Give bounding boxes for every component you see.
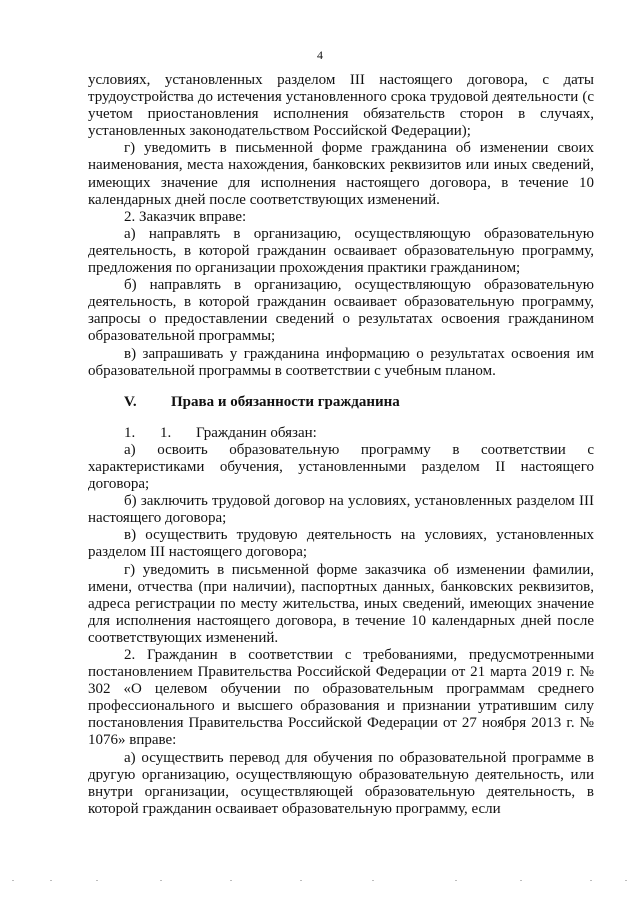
paragraph-clause-g-customer: г) уведомить в письменной форме гражданина об изменении своих наименования, места нахождения, банковских реквизитов или иных сведений, имеющих значение для исполнения настоящего договора, в течение 10 календарных дней после соответствующих изменений. (88, 140, 594, 208)
page-number: 4 (317, 48, 323, 62)
section-number: V. (124, 393, 137, 410)
inner-list-number: 1. (160, 424, 172, 441)
paragraph-clause-a-citizen: а) освоить образовательную программу в соответствии с характеристиками обучения, установленными разделом II настоящего договора; (88, 441, 594, 493)
paragraph-citizen-rights: 2. Гражданин в соответствии с требованиями, предусмотренными постановлением Правительства Российской Федерации от 21 марта 2019 г. № 302 «О целевом обучении по образовательным программам среднего профессионального и высшего образования и признании утратившим силу постановления Правительства Российской Федерации от 27 ноября 2013 г. № 1076» вправе: (88, 647, 594, 749)
document-body (88, 72, 594, 818)
section-title: Права и обязанности гражданина (171, 393, 400, 410)
paragraph-continuation: условиях, установленных разделом III настоящего договора, с даты трудоустройства до истечения установленного срока трудовой деятельности (с учетом приостановления исполнения обязательств сторон в случаях, установленных законодательством Российской Федерации); (88, 72, 594, 140)
paragraph-clause-v-citizen: в) осуществить трудовую деятельность на условиях, установленных разделом III настоящего договора; (88, 527, 594, 561)
scan-artifact-dots (0, 880, 640, 886)
paragraph-clause-a-customer: а) направлять в организацию, осуществляющую образовательную деятельность, в которой гражданин осваивает образовательную программу, предложения по организации прохождения практики гражданином; (88, 225, 594, 277)
paragraph-clause-v-customer: в) запрашивать у гражданина информацию о результатах освоения им образовательной программы в соответствии с учебным планом. (88, 345, 594, 379)
citizen-obligations-label: Гражданин обязан: (196, 424, 317, 441)
paragraph-customer-rights: 2. Заказчик вправе: (124, 208, 247, 225)
paragraph-clause-g-citizen: г) уведомить в письменной форме заказчика об изменении фамилии, имени, отчества (при наличии), паспортных данных, банковских реквизитов, адреса регистрации по месту жительства, иных сведений, имеющих значение для исполнения настоящего договора, в течение 10 календарных дней после соответствующих изменений. (88, 561, 594, 646)
paragraph-clause-b-citizen: б) заключить трудовой договор на условиях, установленных разделом III настоящего договора; (88, 493, 594, 527)
section-heading (88, 394, 594, 411)
paragraph-clause-b-customer: б) направлять в организацию, осуществляющую образовательную деятельность, в которой гражданин осваивает образовательную программу, запросы о предоставлении сведений о результатах освоения гражданином образовательной программы; (88, 277, 594, 345)
citizen-obligations-intro (88, 425, 594, 442)
paragraph-clause-a-transfer: а) осуществить перевод для обучения по образовательной программе в другую организацию, осуществляющую образовательную деятельность, или внутри организации, осуществляющей образовательную деятельность, в которой гражданин осваивает образовательную программу, если (88, 749, 594, 817)
outer-list-number: 1. (124, 424, 136, 441)
